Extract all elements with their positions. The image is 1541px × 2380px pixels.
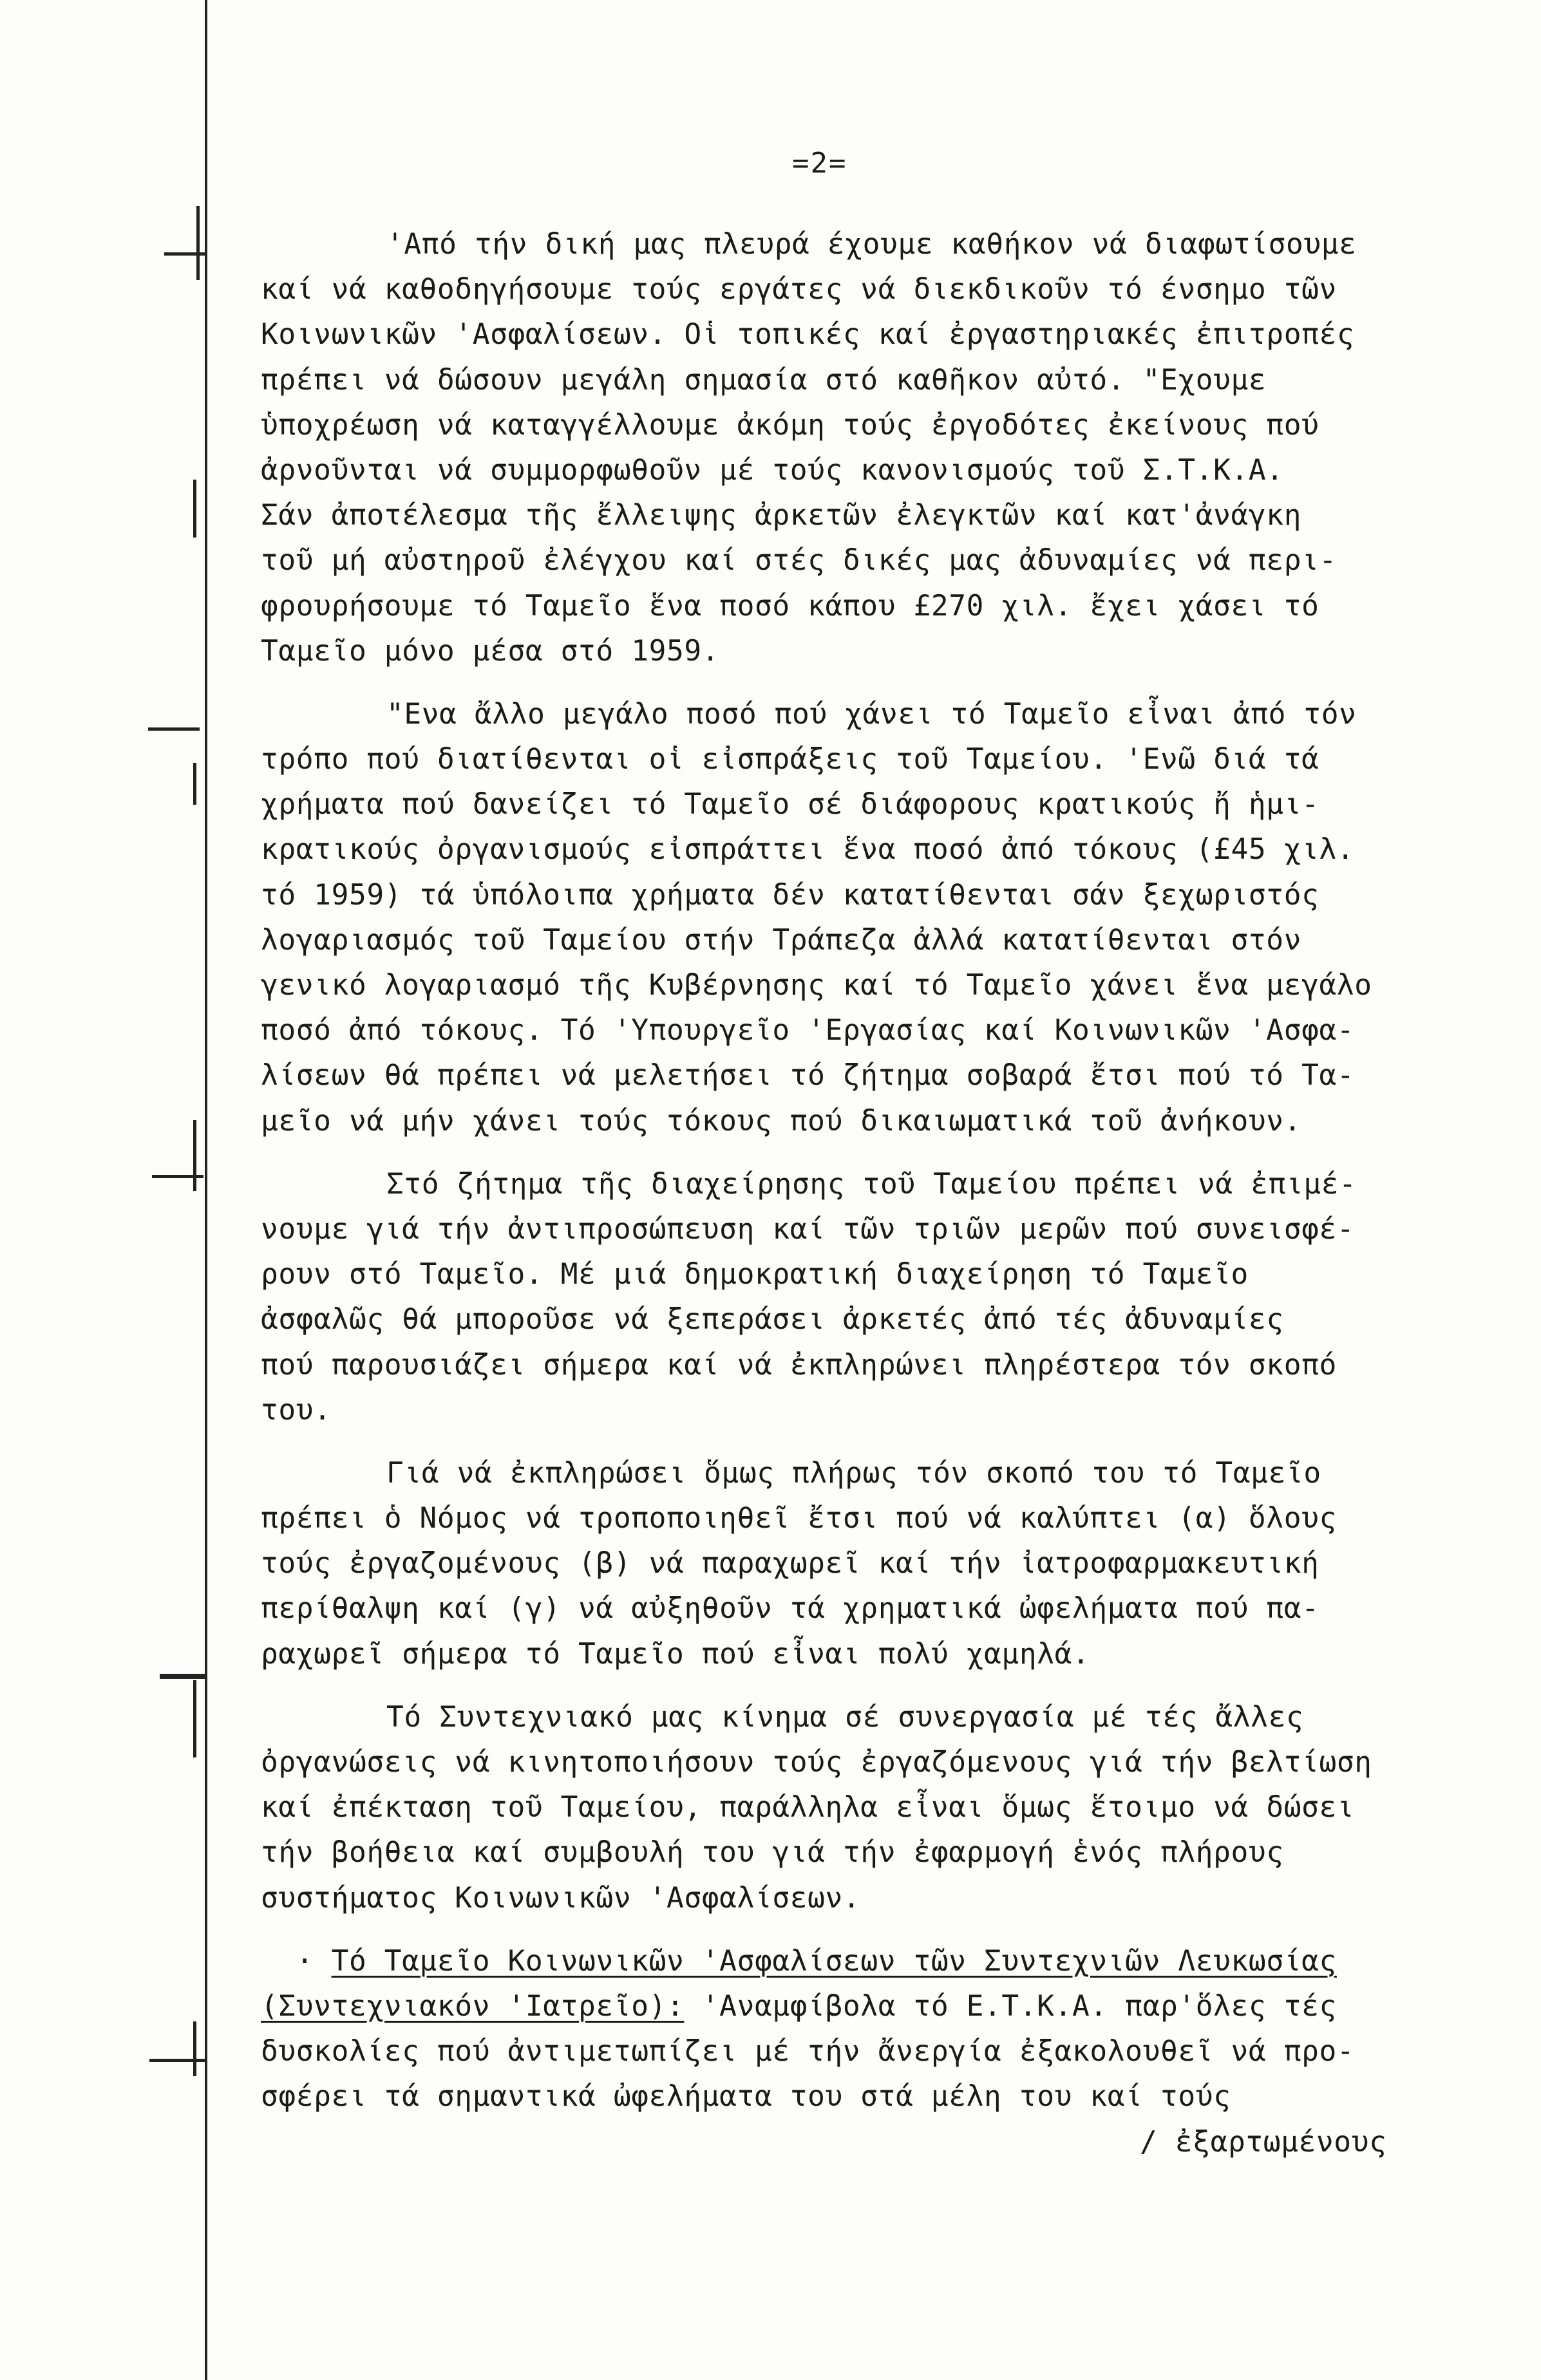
section-heading-line xyxy=(261,1984,1465,2029)
text-line: πρέπει νά δώσουν μεγάλη σημασία στό καθῆκον αὐτό. "Εχουμε xyxy=(261,363,1267,397)
text-fragment: 'Αναμφίβολα τό Ε.Τ.Κ.Α. παρ'ὅλες τές xyxy=(684,1989,1337,2023)
paragraph xyxy=(261,1162,1465,1433)
left-margin-rule xyxy=(205,0,207,2380)
section-heading-line: · Τό Ταμεῖο Κοινωνικῶν 'Ασφαλίσεων τῶν Συντεχνιῶν Λευκωσίας xyxy=(261,1944,1337,1978)
text-line: Σάν ἀποτέλεσμα τῆς ἔλλειψης ἀρκετῶν ἐλεγκτῶν καί κατ'ἀνάγκη xyxy=(261,499,1302,532)
continuation-note: / ἐξαρτωμένους xyxy=(1140,2125,1387,2159)
text-line: τρόπο πού διατίθενται οἱ εἰσπράξεις τοῦ Ταμείου. 'Ενῶ διά τά xyxy=(261,743,1319,776)
text-line: φρουρήσουμε τό Ταμεῖο ἕνα ποσό κάπου £270 χιλ. ἔχει χάσει τό xyxy=(261,589,1319,623)
text-line: 'Από τήν δική μας πλευρά έχουμε καθήκον νά διαφωτίσουμε xyxy=(386,228,1357,261)
section-heading-sub: (Συντεχνιακόν 'Ιατρεῖο): xyxy=(261,1989,685,2023)
text-line: σφέρει τά σημαντικά ὠφελήματα του στά μέλη του καί τούς xyxy=(261,2080,1231,2113)
text-line: Κοινωνικῶν 'Ασφαλίσεων. Οἱ τοπικές καί ἐργαστηριακές ἐπιτροπές xyxy=(261,318,1355,351)
text-line: Τό Συντεχνιακό μας κίνημα σέ συνεργασία μέ τές ἄλλες xyxy=(386,1700,1304,1734)
margin-mark xyxy=(160,1674,205,1679)
text-line: γενικό λογαριασμό τῆς Κυβέρνησης καί τό Ταμεῖο χάνει ἕνα μεγάλο xyxy=(261,969,1372,1002)
margin-mark xyxy=(193,763,196,805)
section-heading: Τό Ταμεῖο Κοινωνικῶν 'Ασφαλίσεων τῶν Συντεχνιῶν Λευκωσίας xyxy=(331,1944,1337,1978)
text-line: ἀσφαλῶς θά μποροῦσε νά ξεπεράσει ἀρκετές ἀπό τές ἀδυναμίες xyxy=(261,1303,1284,1336)
margin-mark xyxy=(193,1680,196,1757)
text-line: ρουν στό Ταμεῖο. Μέ μιά δημοκρατική διαχείρηση τό Ταμεῖο xyxy=(261,1258,1249,1291)
text-line: δυσκολίες πού ἀντιμετωπίζει μέ τήν ἄνεργία ἐξακολουθεῖ νά προ- xyxy=(261,2035,1355,2068)
text-line: Στό ζήτημα τῆς διαχείρησης τοῦ Ταμείου πρέπει νά ἐπιμέ- xyxy=(386,1167,1357,1201)
paragraph xyxy=(261,1939,1465,2165)
text-line: τούς ἐργαζομένους (β) νά παραχωρεῖ καί τήν ἰατροφαρμακευτική xyxy=(261,1547,1319,1580)
margin-mark xyxy=(193,2021,196,2076)
paragraph xyxy=(261,1451,1465,1677)
text-line: χρήματα πού δανείζει τό Ταμεῖο σέ διάφορους κρατικούς ἤ ἡμι- xyxy=(261,788,1319,821)
text-line: λογαριασμός τοῦ Ταμείου στήν Τράπεζα ἀλλά κατατίθενται στόν xyxy=(261,923,1302,957)
margin-mark xyxy=(193,480,196,538)
paragraph xyxy=(261,1695,1465,1921)
document-body xyxy=(261,222,1465,2165)
text-line: "Ενα ἄλλο μεγάλο ποσό πού χάνει τό Ταμεῖο εἶναι ἀπό τόν xyxy=(386,697,1357,731)
text-line: μεῖο νά μήν χάνει τούς τόκους πού δικαιωματικά τοῦ ἀνήκουν. xyxy=(261,1104,1302,1138)
paragraph xyxy=(261,692,1465,1144)
text-line: καί νά καθοδηγήσουμε τούς εργάτες νά διεκδικοῦν τό ένσημο τῶν xyxy=(261,273,1337,306)
text-line: Ταμεῖο μόνο μέσα στό 1959. xyxy=(261,634,720,668)
text-line: ποσό ἀπό τόκους. Τό 'Υπουργεῖο 'Εργασίας καί Κοινωνικῶν 'Ασφα- xyxy=(261,1014,1355,1047)
margin-mark xyxy=(149,2059,206,2062)
text-line: καί ἐπέκταση τοῦ Ταμείου, παράλληλα εἶναι ὅμως ἕτοιμο νά δώσει xyxy=(261,1791,1355,1824)
paragraph xyxy=(261,222,1465,674)
text-line: Γιά νά ἐκπληρώσει ὅμως πλήρως τόν σκοπό του τό Ταμεῖο xyxy=(386,1456,1321,1490)
text-line: συστήματος Κοινωνικῶν 'Ασφαλίσεων. xyxy=(261,1881,861,1915)
text-line: νουμε γιά τήν ἀντιπροσώπευση καί τῶν τριῶν μερῶν πού συνεισφέ- xyxy=(261,1212,1355,1246)
text-line: ὀργανώσεις νά κινητοποιήσουν τούς ἐργαζόμενους γιά τήν βελτίωση xyxy=(261,1746,1372,1779)
page-number: =2= xyxy=(792,147,847,180)
text-line: πρέπει ὁ Νόμος νά τροποποιηθεῖ ἔτσι πού νά καλύπτει (α) ὅλους xyxy=(261,1502,1337,1535)
text-line: ραχωρεῖ σήμερα τό Ταμεῖο πού εἶναι πολύ χαμηλά. xyxy=(261,1637,1090,1671)
text-line: ὑποχρέωση νά καταγγέλλουμε ἀκόμη τούς ἐργοδότες ἐκείνους πού xyxy=(261,408,1319,442)
margin-mark xyxy=(164,252,206,256)
text-line: ἀρνοῦνται νά συμμορφωθοῦν μέ τούς κανονισμούς τοῦ Σ.Τ.Κ.Α. xyxy=(261,453,1284,487)
margin-mark xyxy=(196,206,200,280)
text-line: τήν βοήθεια καί συμβουλή του γιά τήν ἐφαρμογή ἑνός πλήρους xyxy=(261,1836,1284,1869)
text-line: λίσεων θά πρέπει νά μελετήσει τό ζήτημα σοβαρά ἔτσι πού τό Τα- xyxy=(261,1059,1355,1092)
text-line: τοῦ μή αὐστηροῦ ἐλέγχου καί στές δικές μας ἀδυναμίες νά περι- xyxy=(261,544,1337,577)
text-line: περίθαλψη καί (γ) νά αὐξηθοῦν τά χρηματικά ὠφελήματα πού πα- xyxy=(261,1592,1319,1626)
text-line: κρατικούς ὀργανισμούς εἰσπράττει ἕνα ποσό ἀπό τόκους (£45 χιλ. xyxy=(261,833,1355,867)
margin-mark xyxy=(148,727,200,731)
text-line: πού παρουσιάζει σήμερα καί νά ἐκπληρώνει πληρέστερα τόν σκοπό xyxy=(261,1348,1337,1382)
text-line: τό 1959) τά ὑπόλοιπα χρήματα δέν κατατίθενται σάν ξεχωριστός xyxy=(261,878,1319,912)
text-line: του. xyxy=(261,1393,332,1427)
margin-mark xyxy=(193,1120,196,1191)
